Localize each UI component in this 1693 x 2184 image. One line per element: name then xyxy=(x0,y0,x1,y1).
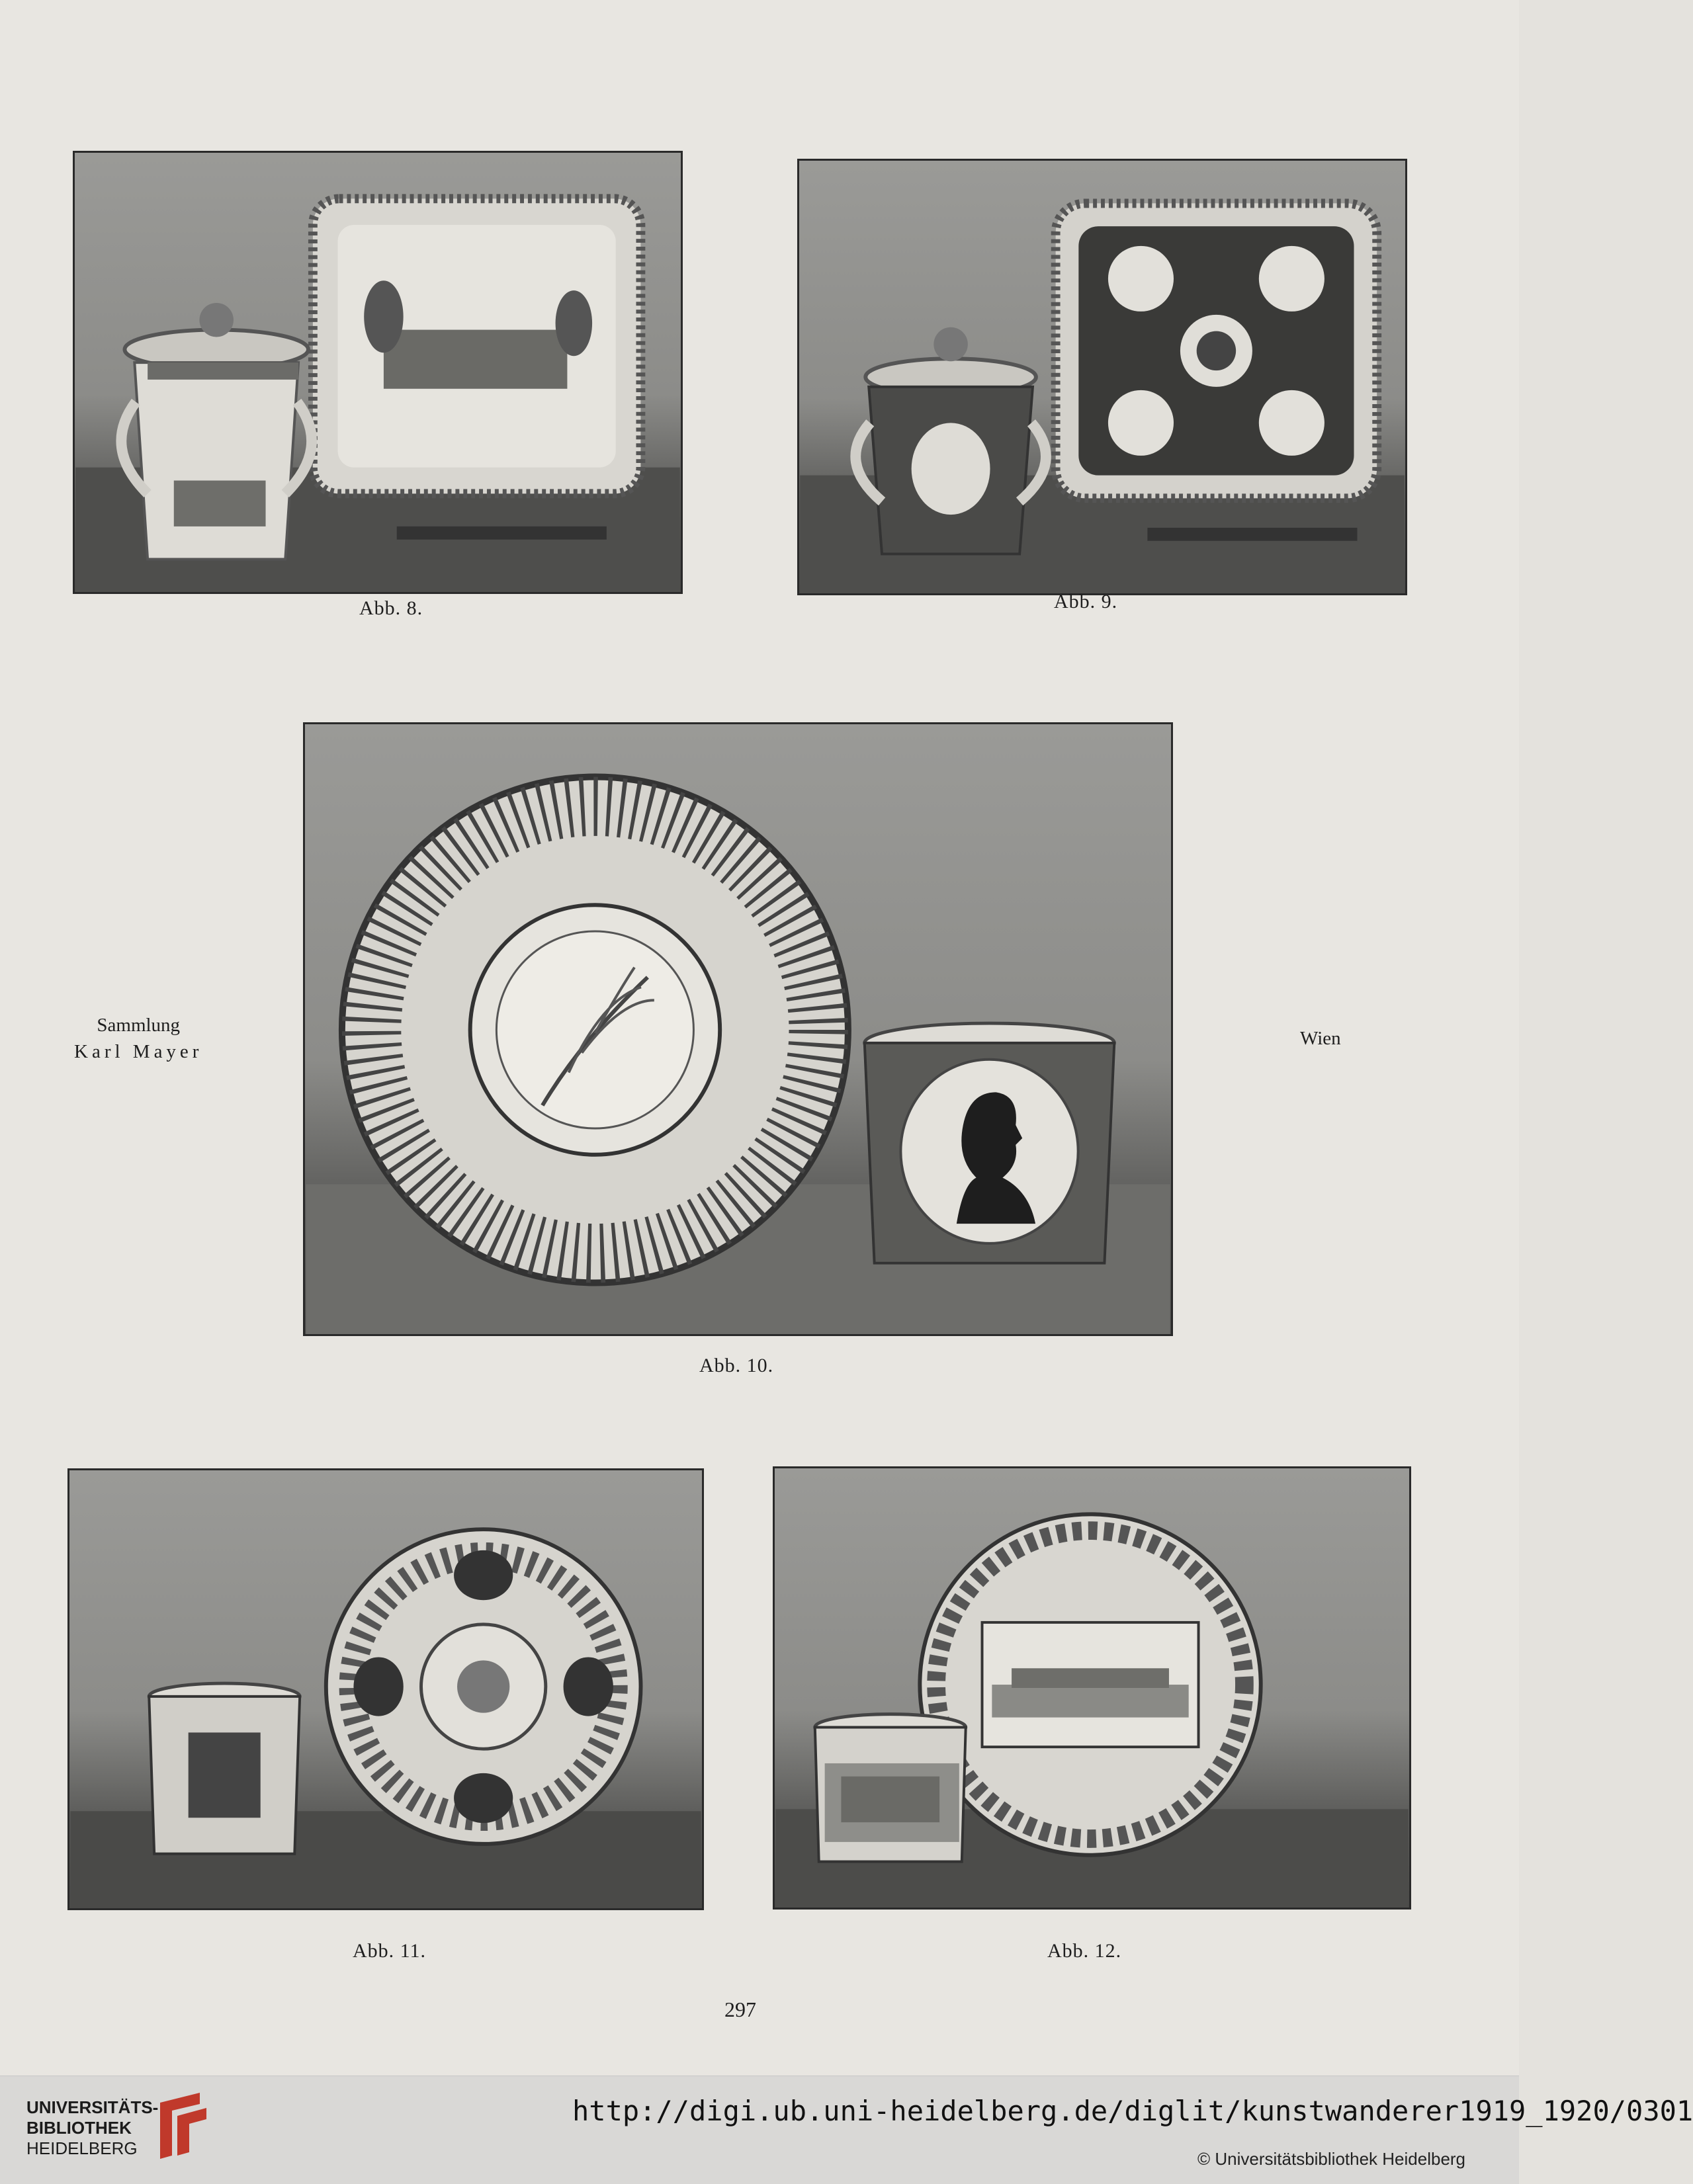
figure-abb9-caption: Abb. 9. xyxy=(1054,591,1118,612)
library-name-line1: UNIVERSITÄTS- xyxy=(26,2097,159,2117)
figure-abb11-caption: Abb. 11. xyxy=(353,1940,427,1962)
figure-abb8-photo xyxy=(73,151,683,594)
cup-and-tray-illustration xyxy=(75,153,681,592)
place-label: Wien xyxy=(1300,1028,1341,1049)
collection-label xyxy=(74,1012,202,1065)
figure-abb12-caption: Abb. 12. xyxy=(1047,1940,1122,1962)
library-name-line2: BIBLIOTHEK xyxy=(26,2118,132,2138)
copyright-notice: © Universitätsbibliothek Heidelberg xyxy=(1197,2149,1466,2169)
page-number: 297 xyxy=(724,1997,756,2021)
figure-abb11-photo xyxy=(67,1468,704,1910)
cup-and-tray-illustration xyxy=(799,161,1405,593)
library-logo-icon xyxy=(153,2089,213,2162)
collection-label-line1: Sammlung xyxy=(97,1015,181,1036)
figure-abb9-photo xyxy=(797,159,1407,595)
saucer-and-silhouette-cup-illustration xyxy=(305,724,1171,1334)
figure-abb10-photo xyxy=(303,722,1173,1336)
collection-owner-name: Karl Mayer xyxy=(74,1041,203,1062)
digital-library-footer xyxy=(0,2076,1693,2184)
library-name-line3: HEIDELBERG xyxy=(26,2138,138,2158)
figure-abb8-caption: Abb. 8. xyxy=(359,597,423,619)
figure-abb10-caption: Abb. 10. xyxy=(699,1355,774,1376)
library-name xyxy=(26,2097,158,2159)
permalink-url[interactable]: http://digi.ub.uni-heidelberg.de/diglit/kunstwanderer1919_1920/0301 xyxy=(572,2095,1693,2127)
figure-abb12-photo xyxy=(773,1466,1411,1910)
cup-and-saucer-illustration xyxy=(69,1470,702,1908)
cup-and-plate-illustration xyxy=(775,1468,1409,1908)
